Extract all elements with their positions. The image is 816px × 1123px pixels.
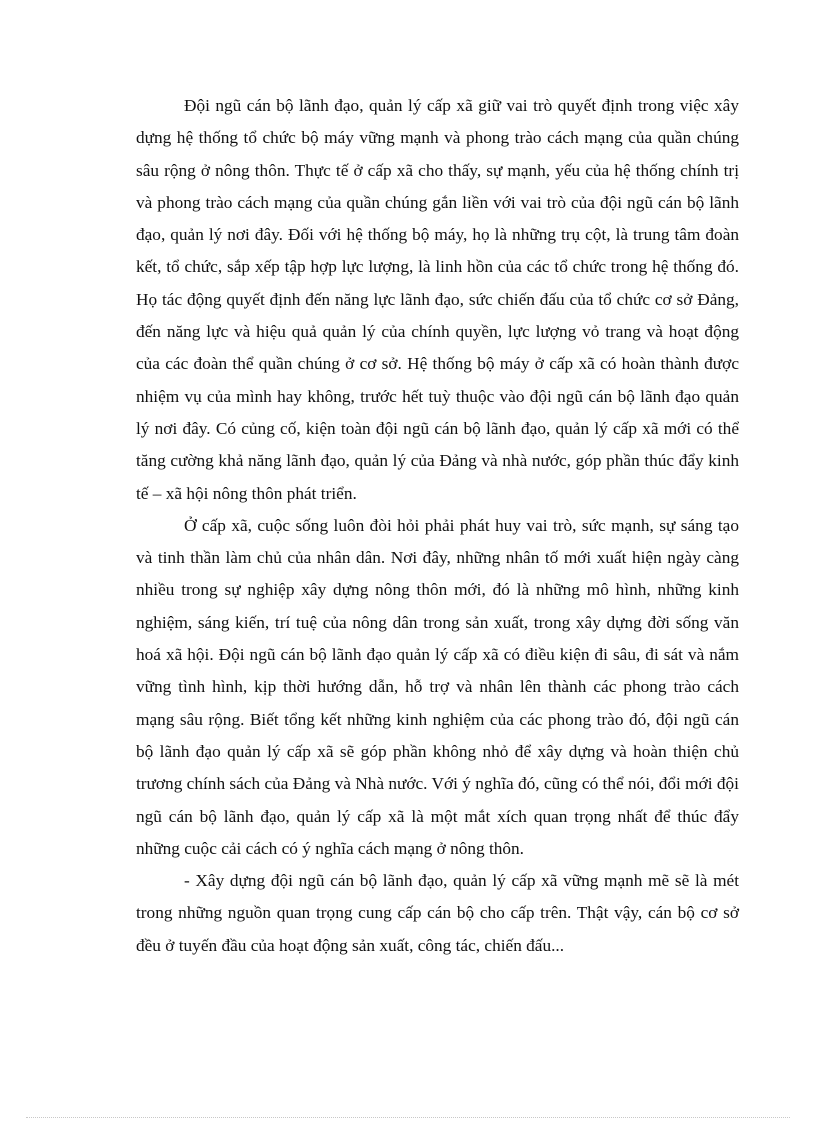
document-body — [136, 90, 739, 962]
paragraph-2: Ở cấp xã, cuộc sống luôn đòi hỏi phải phát huy vai trò, sức mạnh, sự sáng tạo và tinh thần làm chủ của nhân dân. Nơi đây, những nhân tố mới xuất hiện ngày càng nhiều trong sự nghiệp xây dựng nông thôn mới, đó là những mô hình, những kinh nghiệm, sáng kiến, trí tuệ của nông dân trong sản xuất, trong xây dựng đời sống văn hoá xã hội. Đội ngũ cán bộ lãnh đạo quản lý cấp xã có điều kiện đi sâu, đi sát và nắm vững tình hình, kịp thời hướng dẫn, hỗ trợ và nhân lên thành các phong trào cách mạng sâu rộng. Biết tổng kết những kinh nghiệm của các phong trào đó, đội ngũ cán bộ lãnh đạo quản lý cấp xã sẽ góp phần không nhỏ để xây dựng và hoàn thiện chủ trương chính sách của Đảng và Nhà nước. Với ý nghĩa đó, cũng có thể nói, đổi mới đội ngũ cán bộ lãnh đạo, quản lý cấp xã là một mắt xích quan trọng nhất để thúc đẩy những cuộc cải cách có ý nghĩa cách mạng ở nông thôn. — [136, 515, 739, 858]
paragraph-1: Đội ngũ cán bộ lãnh đạo, quản lý cấp xã giữ vai trò quyết định trong việc xây dựng hệ thống tổ chức bộ máy vững mạnh và phong trào cách mạng của quần chúng sâu rộng ở nông thôn. Thực tế ở cấp xã cho thấy, sự mạnh, yếu của hệ thống chính trị và phong trào cách mạng của quần chúng gắn liền với vai trò của đội ngũ cán bộ lãnh đạo, quản lý nơi đây. Đối với hệ thống bộ máy, họ là những trụ cột, là trung tâm đoàn kết, tổ chức, sắp xếp tập hợp lực lượng, là linh hồn của các tổ chức trong hệ thống đó. Họ tác động quyết định đến năng lực lãnh đạo, sức chiến đấu của tổ chức cơ sở Đảng, đến năng lực và hiệu quả quản lý của chính quyền, lực lượng vỏ trang và hoạt động của các đoàn thể quần chúng ở cơ sở. Hệ thống bộ máy ở cấp xã có hoàn thành được nhiệm vụ của mình hay không, trước hết tuỳ thuộc vào đội ngũ cán bộ lãnh đạo quản lý nơi đây. Có củng cố, kiện toàn đội ngũ cán bộ lãnh đạo, quản lý cấp xã mới có thể tăng cường khả năng lãnh đạo, quản lý của Đảng và nhà nước, góp phần thúc đẩy kinh tế – xã hội nông thôn phát triển. — [136, 96, 739, 503]
page-bottom-divider — [26, 1117, 790, 1118]
paragraph-3: - Xây dựng đội ngũ cán bộ lãnh đạo, quản lý cấp xã vững mạnh mẽ sẽ là mét trong những nguồn quan trọng cung cấp cán bộ cho cấp trên. Thật vậy, cán bộ cơ sở đều ở tuyến đầu của hoạt động sản xuất, công tác, chiến đấu... — [136, 871, 739, 955]
